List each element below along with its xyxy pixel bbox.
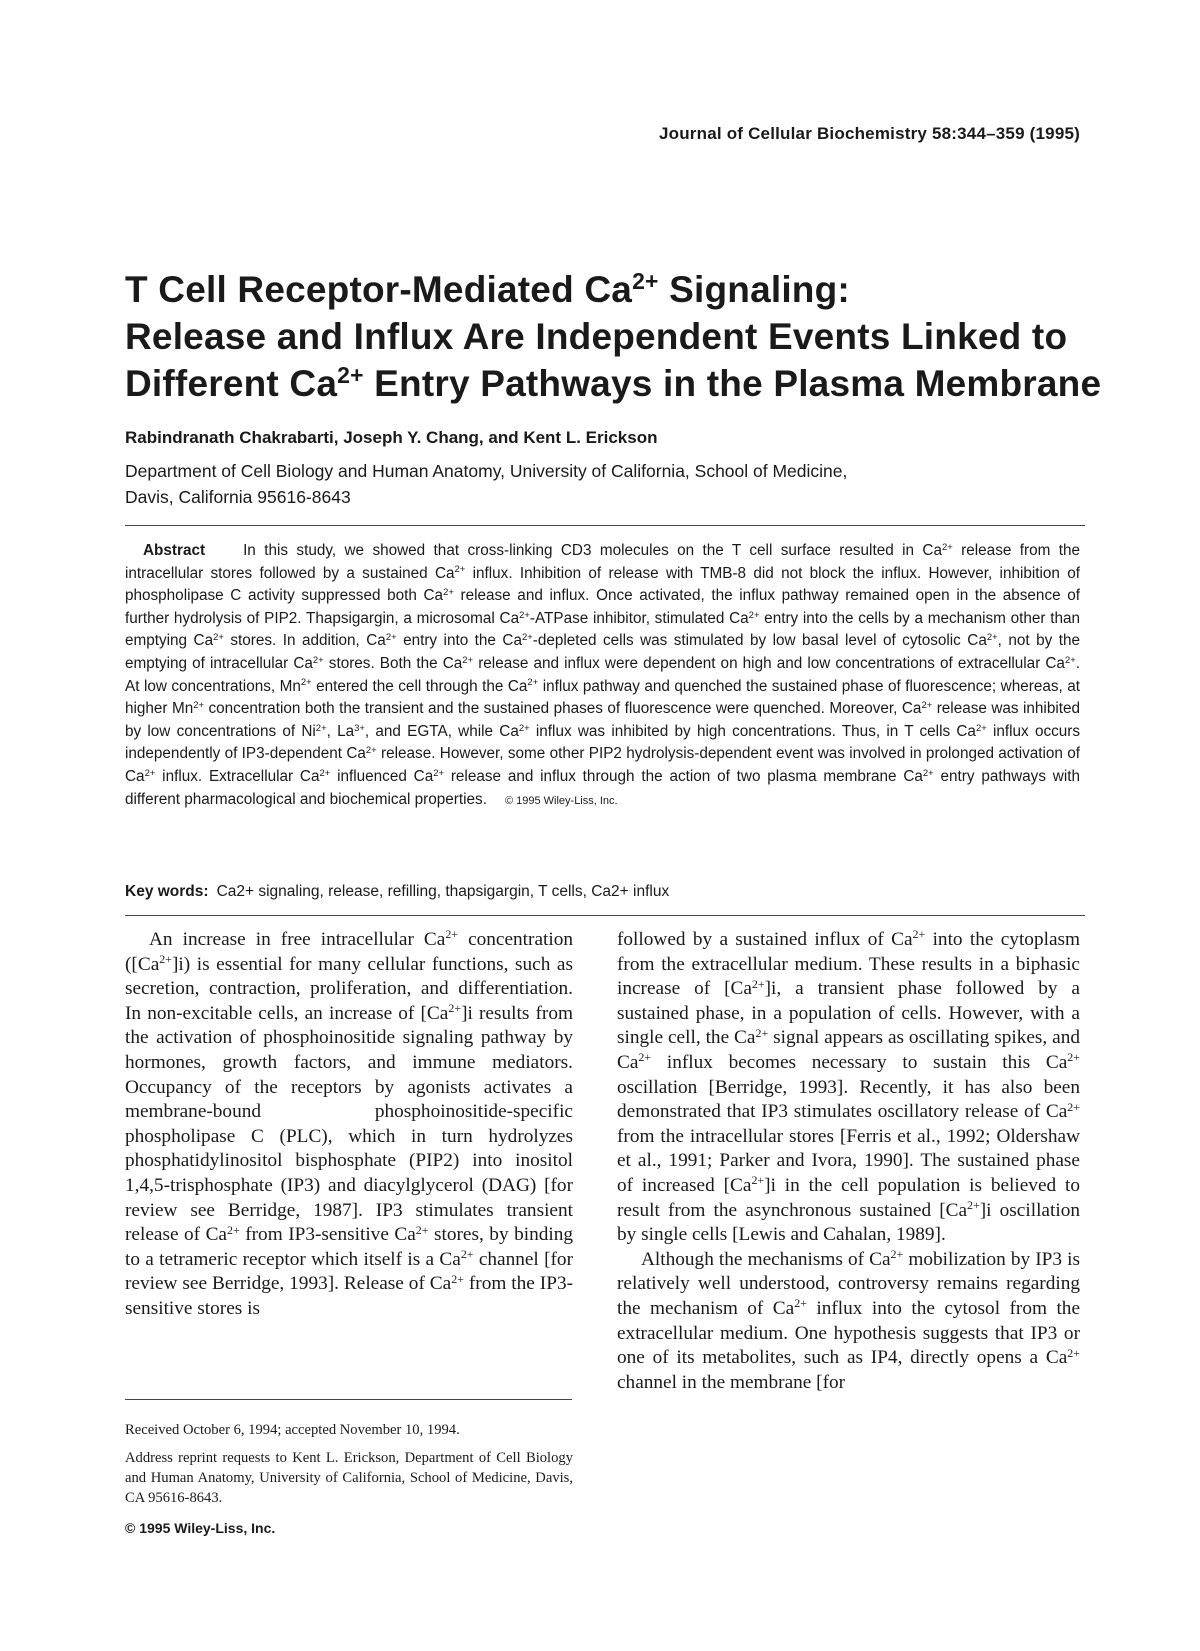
received-note: Received October 6, 1994; accepted November 10, 1994.: [125, 1422, 460, 1438]
abstract-copyright: © 1995 Wiley-Liss, Inc.: [504, 794, 618, 807]
footnote-divider: [125, 1399, 572, 1400]
title-line-2: Release and Influx Are Independent Events Linked to: [125, 316, 1068, 357]
footer-copyright: © 1995 Wiley-Liss, Inc.: [125, 1520, 276, 1536]
article-title: [125, 266, 1125, 407]
body-paragraph: followed by a sustained influx of $Ca^{2+}$ into the cytoplasm from the extracellular medium. These results in a biphasic increase of $[Ca^{2+}]i$, a transient phase followed by a sustained phase, in a population of cells. However, with a single cell, the $Ca^{2+}$ signal appears as oscillating spikes, and $Ca^{2+}$ influx becomes necessary to sustain this $Ca^{2+}$ oscillation [Berridge, 1993]. Recently, it has also been demonstrated that IP3 stimulates oscillatory release of $Ca^{2+}$ from the intracellular stores [Ferris et al., 1992; Oldershaw et al., 1991; Parker and Ivora, 1990]. The sustained phase of increased $[Ca^{2+}]i$ in the cell population is believed to result from the asynchronous sustained $[Ca^{2+}]i$ oscillation by single cells [Lewis and Cahalan, 1989].: [617, 927, 1081, 1246]
title-line-1: T Cell Receptor-Mediated $Ca^{2+}$ Signaling:: [125, 268, 850, 310]
address-note: Address reprint requests to Kent L. Erickson, Department of Cell Biology and Human Anatomy, University of California, School of Medicine, Davis, CA 95616-8643.: [125, 1450, 573, 1506]
divider-top: [125, 525, 1085, 526]
body-column-left: [125, 928, 573, 1322]
abstract: Abstract In this study, we showed that cross-linking CD3 molecules on the T cell surface resulted in $Ca^{2+}$ release from the intracellular stores followed by a sustained $Ca^{2+}$ influx. Inhibition of release with TMB-8 did not block the influx. However, inhibition of phospholipase C activity suppressed both $Ca^{2+}$ release and influx. Once activated, the influx pathway remained open in the absence of further hydrolysis of PIP2. Thapsigargin, a microsomal $Ca^{2+}$-ATPase inhibitor, stimulated $Ca^{2+}$ entry into the cells by a mechanism other than emptying $Ca^{2+}$ stores. In addition, $Ca^{2+}$ entry into the $Ca^{2+}$-depleted cells was stimulated by low basal level of cytosolic $Ca^{2+}$, not by the emptying of intracellular $Ca^{2+}$ stores. Both the $Ca^{2+}$ release and influx were dependent on high and low concentrations of extracellular $Ca^{2+}$. At low concentrations, $Mn^{2+}$ entered the cell through the $Ca^{2+}$ influx pathway and quenched the sustained phase of fluorescence; whereas, at higher $Mn^{2+}$ concentration both the transient and the sustained phases of fluorescence were quenched. Moreover, $Ca^{2+}$ release was inhibited by low concentrations of $Ni^{2+}$, $La^{3+}$, and EGTA, while $Ca^{2+}$ influx was inhibited by high concentrations. Thus, in T cells $Ca^{2+}$ influx occurs independently of IP3-dependent $Ca^{2+}$ release. However, some other PIP2 hydrolysis-dependent event was involved in prolonged activation of $Ca^{2+}$ influx. Extracellular $Ca^{2+}$ influenced $Ca^{2+}$ release and influx through the action of two plasma membrane $Ca^{2+}$ entry pathways with different pharmacological and biochemical properties. © 1995 Wiley-Liss, Inc.: [125, 541, 1080, 808]
abstract-label: Abstract: [143, 542, 206, 559]
body-paragraph: Although the mechanisms of $Ca^{2+}$ mobilization by IP3 is relatively well understood, controversy remains regarding the mechanism of $Ca^{2+}$ influx into the cytosol from the extracellular medium. One hypothesis suggests that IP3 or one of its metabolites, such as IP4, directly opens a $Ca^{2+}$ channel in the membrane [for: [617, 1247, 1081, 1393]
body-column-right: [617, 928, 1080, 1395]
affiliation: Department of Cell Biology and Human Anatomy, University of California, School of Medicine, Davis, California 95616-8643: [125, 461, 848, 507]
keywords-text: Ca2+ signaling, release, refilling, thapsigargin, T cells, Ca2+ influx: [216, 883, 670, 900]
journal-citation: Journal of Cellular Biochemistry 58:344–359 (1995): [658, 124, 1080, 143]
title-line-3: Different $Ca^{2+}$ Entry Pathways in the Plasma Membrane: [125, 362, 1102, 404]
body-paragraph: An increase in free intracellular $Ca^{2+}$ concentration $([Ca^{2+}]i)$ is essential for many cellular functions, such as secretion, contraction, proliferation, and differentiation. In non-excitable cells, an increase of $[Ca^{2+}]i$ results from the activation of phosphoinositide signaling pathway by hormones, growth factors, and immune mediators. Occupancy of the receptors by agonists activates a membrane-bound phosphoinositide-specific phospholipase C (PLC), which in turn hydrolyzes phosphatidylinositol bisphosphate (PIP2) into inositol 1,4,5-trisphosphate (IP3) and diacylglycerol (DAG) [for review see Berridge, 1987]. IP3 stimulates transient release of $Ca^{2+}$ from IP3-sensitive $Ca^{2+}$ stores, by binding to a tetrameric receptor which itself is a $Ca^{2+}$ channel [for review see Berridge, 1993]. Release of $Ca^{2+}$ from the IP3-sensitive stores is: [125, 927, 574, 1319]
footnotes: [125, 1420, 573, 1516]
keywords: [125, 883, 669, 901]
divider-bottom: [125, 915, 1085, 916]
author-list: Rabindranath Chakrabarti, Joseph Y. Chang, and Kent L. Erickson: [125, 428, 658, 447]
keywords-label: Key words:: [125, 883, 209, 900]
